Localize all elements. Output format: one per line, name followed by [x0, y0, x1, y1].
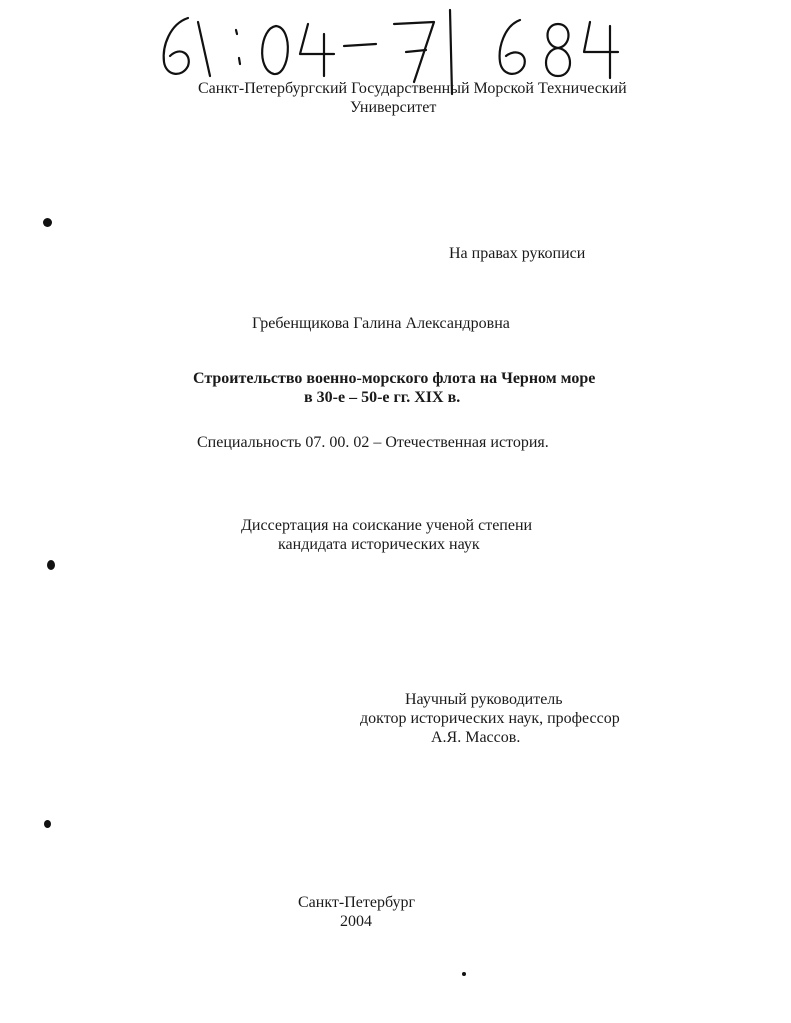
specialty: Специальность 07. 00. 02 – Отечественная история.: [197, 434, 549, 451]
dissertation-title-line1: Строительство военно-морского флота на Черном море: [193, 370, 596, 387]
scan-mark: [43, 218, 52, 227]
degree-line2: кандидата исторических наук: [278, 536, 480, 553]
scan-mark: [462, 972, 466, 976]
manuscript-rights-note: На правах рукописи: [449, 245, 586, 262]
supervisor-name: А.Я. Массов.: [431, 729, 521, 746]
university-name-line1: Санкт-Петербургский Государственный Морской Технический: [198, 80, 627, 97]
degree-line1: Диссертация на соискание ученой степени: [241, 517, 533, 534]
author-name: Гребенщикова Галина Александровна: [252, 315, 510, 332]
supervisor-credentials: доктор исторических наук, профессор: [360, 710, 620, 727]
supervisor-label: Научный руководитель: [405, 691, 563, 708]
scan-mark: [47, 560, 55, 570]
dissertation-title-line2: в 30-е – 50-е гг. XIX в.: [304, 389, 461, 406]
scan-mark: [44, 820, 51, 828]
year: 2004: [340, 913, 372, 930]
university-name-line2: Университет: [350, 99, 437, 116]
city: Санкт-Петербург: [298, 894, 416, 911]
